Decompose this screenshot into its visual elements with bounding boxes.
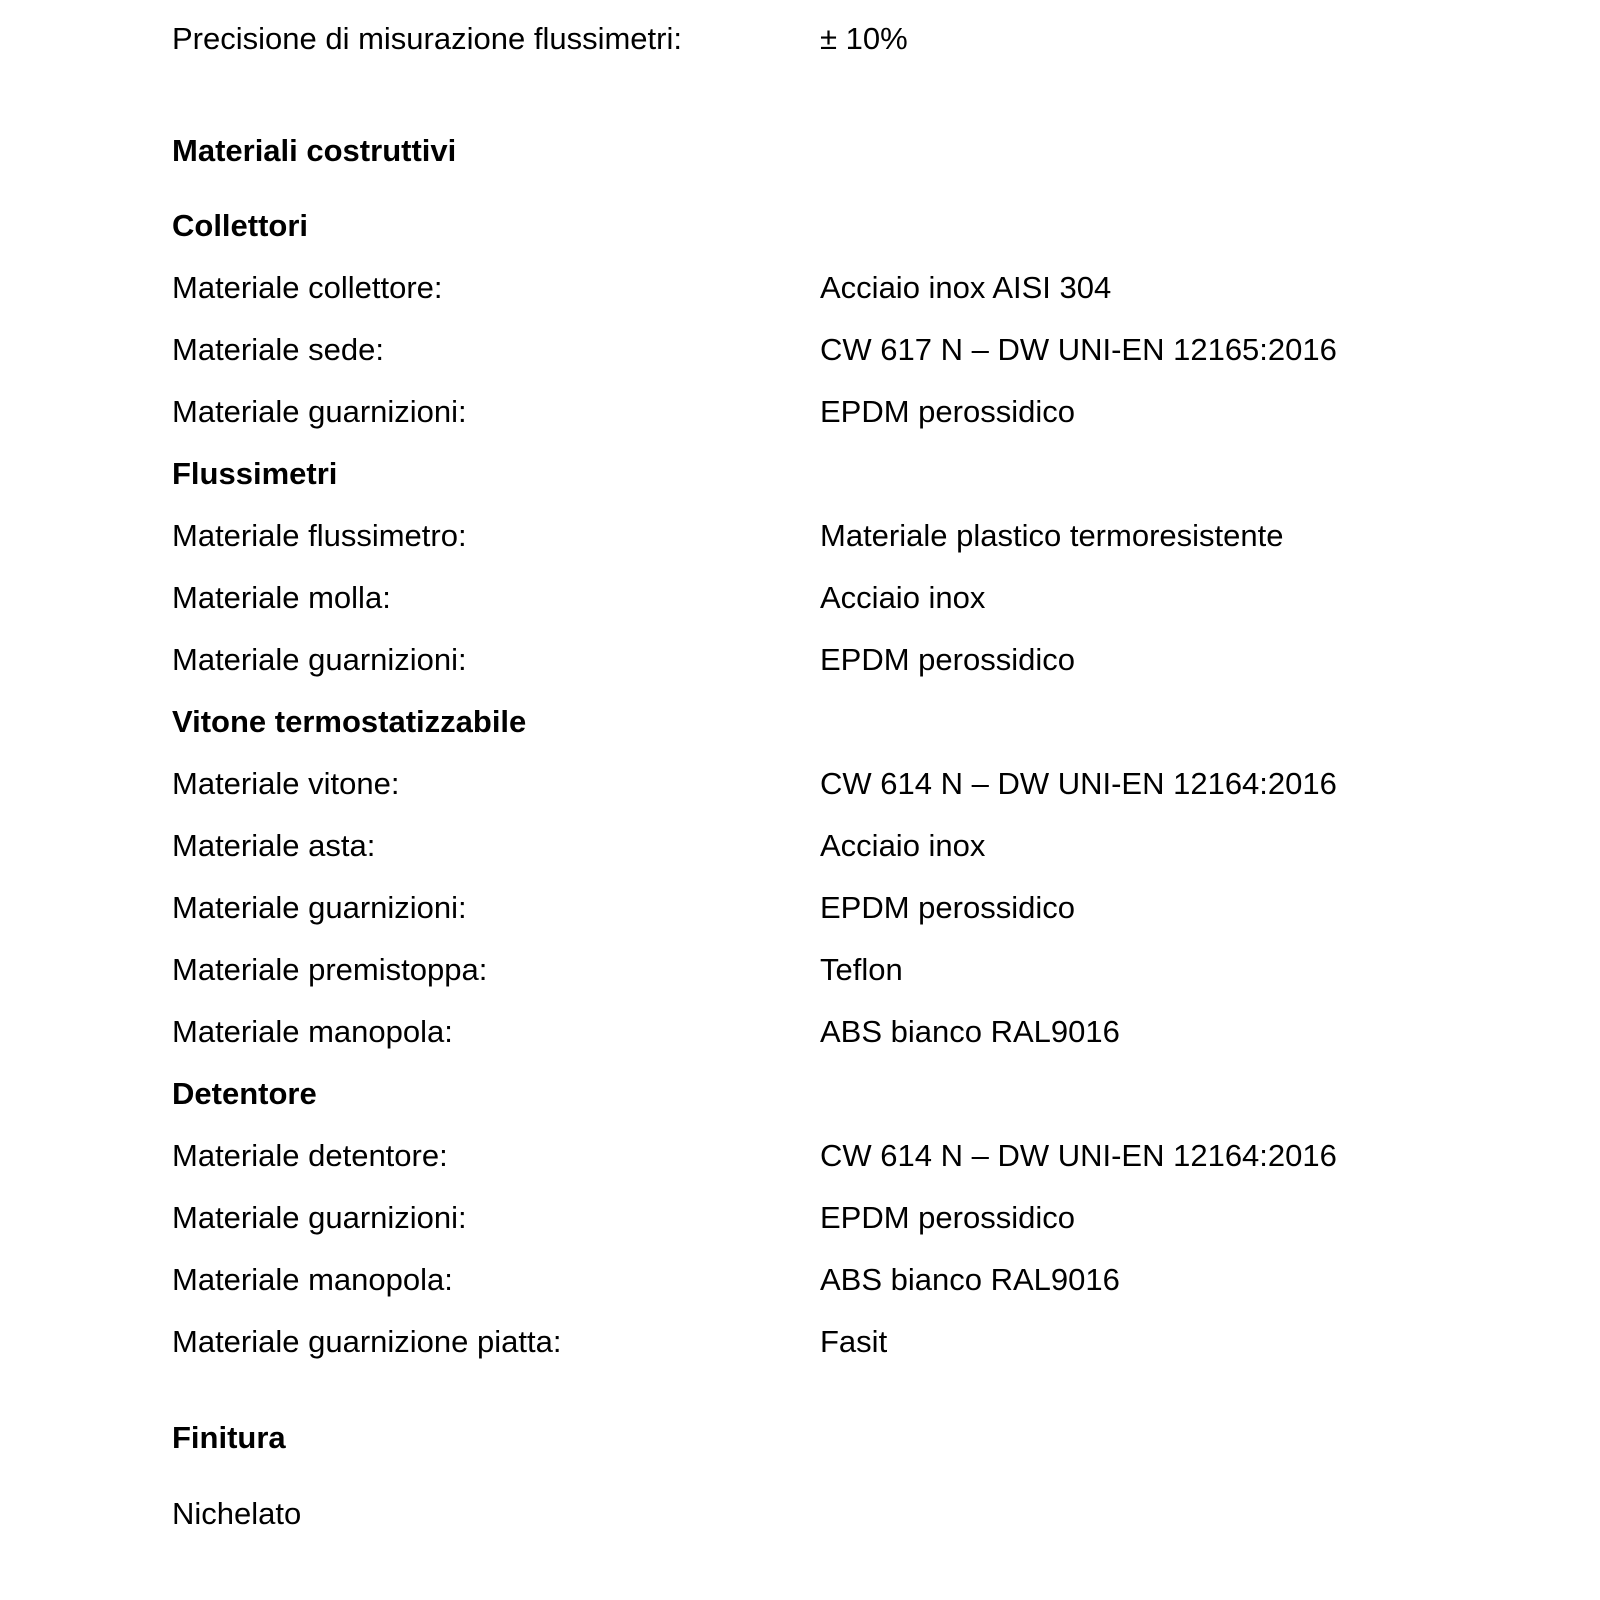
section-title-flussimetri: Flussimetri (172, 456, 338, 491)
finish-value: Nichelato (172, 1496, 302, 1531)
spec-value: ABS bianco RAL9016 (820, 1014, 1120, 1049)
spec-label: Materiale detentore: (172, 1138, 448, 1173)
section-title-collettori: Collettori (172, 208, 309, 243)
spec-label: Materiale sede: (172, 332, 384, 367)
spec-label: Materiale manopola: (172, 1262, 453, 1297)
spec-label: Materiale molla: (172, 580, 391, 615)
finish-title: Finitura (172, 1420, 286, 1455)
spec-value: Fasit (820, 1324, 888, 1359)
spec-label: Materiale guarnizione piatta: (172, 1324, 562, 1359)
spec-label: Materiale flussimetro: (172, 518, 467, 553)
spec-value: Materiale plastico termoresistente (820, 518, 1284, 553)
materials-title: Materiali costruttivi (172, 133, 457, 168)
spec-value: CW 617 N – DW UNI-EN 12165:2016 (820, 332, 1337, 367)
spec-value: CW 614 N – DW UNI-EN 12164:2016 (820, 766, 1337, 801)
spec-value: EPDM perossidico (820, 890, 1075, 925)
spec-value: Acciaio inox AISI 304 (820, 270, 1112, 305)
spec-label: Materiale guarnizioni: (172, 1200, 467, 1235)
precision-value: ± 10% (820, 21, 908, 56)
spec-label: Materiale guarnizioni: (172, 394, 467, 429)
spec-value: Acciaio inox (820, 580, 986, 615)
spec-value: EPDM perossidico (820, 642, 1075, 677)
section-title-vitone: Vitone termostatizzabile (172, 704, 527, 739)
spec-value: CW 614 N – DW UNI-EN 12164:2016 (820, 1138, 1337, 1173)
spec-label: Materiale manopola: (172, 1014, 453, 1049)
spec-label: Materiale asta: (172, 828, 376, 863)
spec-value: Acciaio inox (820, 828, 986, 863)
precision-label: Precisione di misurazione flussimetri: (172, 21, 682, 56)
spec-label: Materiale collettore: (172, 270, 443, 305)
spec-value: Teflon (820, 952, 903, 987)
section-title-detentore: Detentore (172, 1076, 317, 1111)
spec-label: Materiale guarnizioni: (172, 890, 467, 925)
spec-label: Materiale vitone: (172, 766, 400, 801)
spec-value: EPDM perossidico (820, 1200, 1075, 1235)
spec-label: Materiale guarnizioni: (172, 642, 467, 677)
spec-value: ABS bianco RAL9016 (820, 1262, 1120, 1297)
spec-value: EPDM perossidico (820, 394, 1075, 429)
spec-label: Materiale premistoppa: (172, 952, 488, 987)
